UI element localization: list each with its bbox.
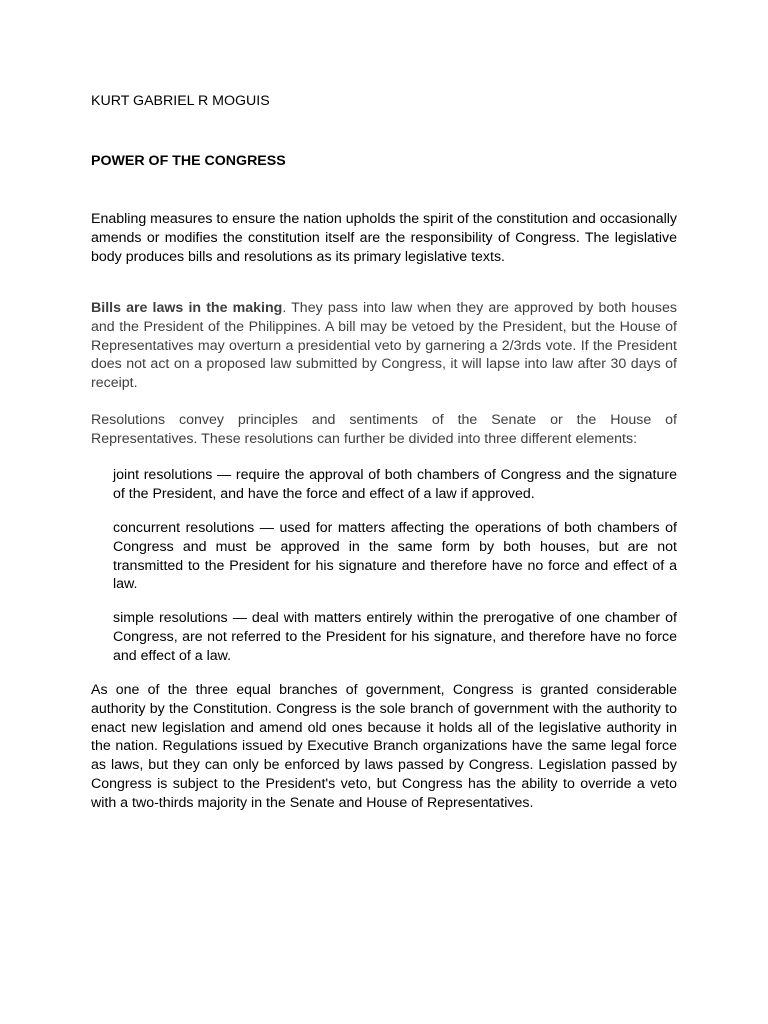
resolutions-paragraph: Resolutions convey principles and sentiments of the Senate or the House of Representatives. These resolutions can further be divided into three different elements: xyxy=(91,412,677,447)
congress-authority-paragraph: As one of the three equal branches of government, Congress is granted considerable authority by the Constitution. Congress is the sole branch of government with the authority to enact new legislation and amend old ones because it holds all of the legislative authority in the nation. Regulations issued by Executive Branch organizations have the same legal force as laws, but they can only be enforced by laws passed by Congress. Legislation passed by Congress is subject to the President's veto, but Congress has the ability to override a veto with a two-thirds majority in the Senate and House of Representatives. xyxy=(91,682,677,811)
joint-resolutions-item: joint resolutions — require the approval of both chambers of Congress and the signature of the President, and have the force and effect of a law if approved. xyxy=(113,467,677,502)
bills-paragraph xyxy=(91,299,677,393)
bills-body-text: . They pass into law when they are approved by both houses and the President of the Philippines. A bill may be vetoed by the President, but the House of Representatives may overturn a presidential veto by garnering a 2/3rds vote. If the President does not act on a proposed law submitted by Congress, it will lapse into law after 30 days of receipt. xyxy=(91,300,677,392)
author-name: KURT GABRIEL R MOGUIS xyxy=(91,93,270,109)
bills-lead-text: Bills are laws in the making xyxy=(91,300,283,316)
document-title: POWER OF THE CONGRESS xyxy=(91,153,286,169)
intro-paragraph: Enabling measures to ensure the nation upholds the spirit of the constitution and occasionally amends or modifies the constitution itself are the responsibility of Congress. The legislative body produces bills and resolutions as its primary legislative texts. xyxy=(91,211,677,265)
concurrent-resolutions-item: concurrent resolutions — used for matters affecting the operations of both chambers of Congress and must be approved in the same form by both houses, but are not transmitted to the President for his signature and therefore have no force and effect of a law. xyxy=(113,520,677,593)
simple-resolutions-item: simple resolutions — deal with matters entirely within the prerogative of one chamber of Congress, are not referred to the President for his signature, and therefore have no force and effect of a law. xyxy=(113,610,677,664)
